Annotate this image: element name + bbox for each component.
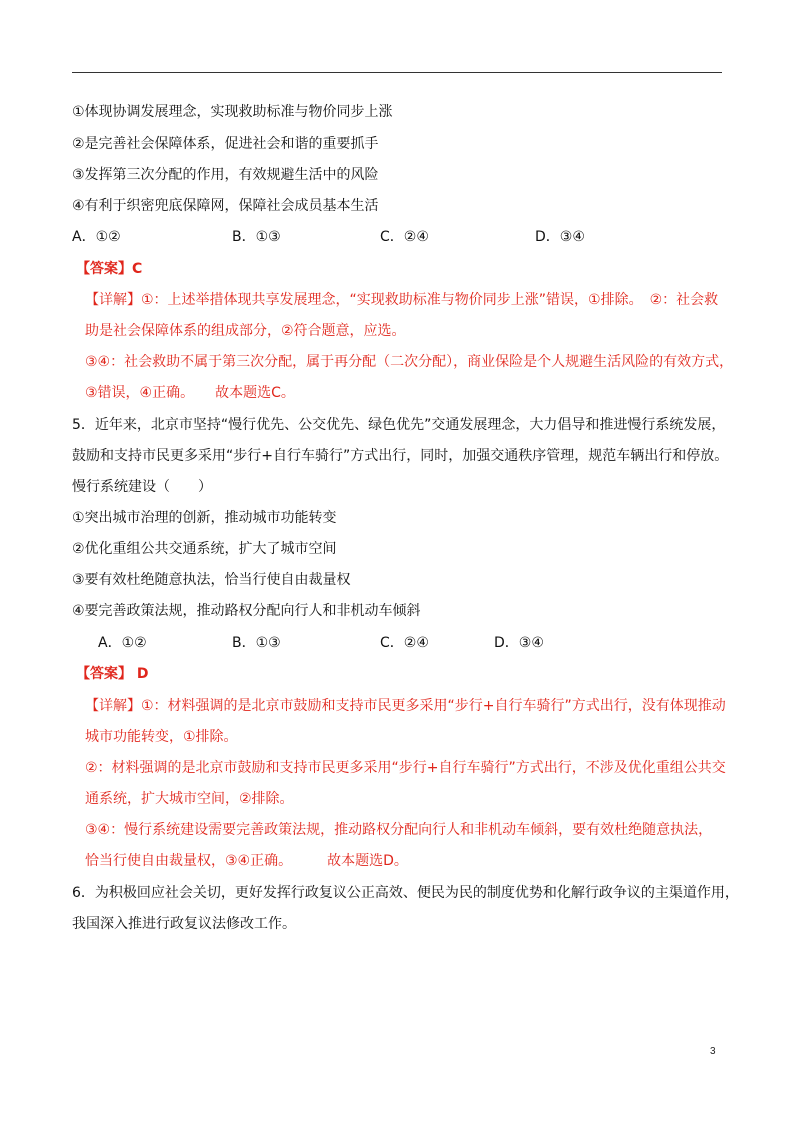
q5-answer: 【答案】 D <box>76 666 149 682</box>
q5-option-c: C．②④ <box>380 635 429 651</box>
q4-explanation-line-2: 助是社会保障体系的组成部分，②符合题意，应选。 <box>85 323 406 339</box>
q5-option-b: B．①③ <box>232 635 281 651</box>
q5-stem-line-1: 5．近年来，北京市坚持“慢行优先、公交优先、绿色优先”交通发展理念，大力倡导和推进慢行系统发展， <box>72 417 726 433</box>
q5-explanation-line-4: 通系统，扩大城市空间，②排除。 <box>85 791 294 807</box>
q4-explanation-line-4: ③错误，④正确。 故本题选C。 <box>85 385 295 401</box>
q5-statement-3: ③要有效杜绝随意执法，恰当行使自由裁量权 <box>72 572 351 588</box>
q4-explanation-line-3: ③④：社会救助不属于第三次分配，属于再分配（二次分配），商业保险是个人规避生活风险的有效方式， <box>85 354 734 370</box>
q6-stem-line-2: 我国深入推进行政复议法修改工作。 <box>72 916 296 932</box>
q5-statement-2: ②优化重组公共交通系统，扩大了城市空间 <box>72 541 337 557</box>
q5-option-a: A．①② <box>98 635 147 651</box>
q5-option-d: D．③④ <box>494 635 544 651</box>
q4-option-c: C．②④ <box>380 229 429 245</box>
q4-option-a: A．①② <box>72 229 121 245</box>
q5-explanation-line-6: 恰当行使自由裁量权，③④正确。 故本题选D。 <box>85 853 408 869</box>
q6-stem-line-1: 6．为积极回应社会关切，更好发挥行政复议公正高效、便民为民的制度优势和化解行政争议的主渠道作用， <box>72 885 739 901</box>
q5-explanation-line-1: 【详解】①：材料强调的是北京市鼓励和支持市民更多采用“步行+自行车骑行”方式出行，没有体现推动 <box>85 698 726 714</box>
q4-statement-1: ①体现协调发展理念，实现救助标准与物价同步上涨 <box>72 104 393 120</box>
q4-option-b: B．①③ <box>232 229 281 245</box>
header-rule <box>72 72 722 73</box>
q5-stem-line-3: 慢行系统建设（ ） <box>72 479 212 495</box>
q4-option-d: D．③④ <box>535 229 585 245</box>
q4-statement-4: ④有利于织密兜底保障网，保障社会成员基本生活 <box>72 198 379 214</box>
q5-explanation-line-3: ②：材料强调的是北京市鼓励和支持市民更多采用“步行+自行车骑行”方式出行，不涉及优化重组公共交 <box>85 760 726 776</box>
q5-statement-4: ④要完善政策法规，推动路权分配向行人和非机动车倾斜 <box>72 603 421 619</box>
q5-explanation-line-2: 城市功能转变，①排除。 <box>85 729 238 745</box>
q5-explanation-line-5: ③④：慢行系统建设需要完善政策法规，推动路权分配向行人和非机动车倾斜，要有效杜绝随意执法， <box>85 822 713 838</box>
q4-statement-2: ②是完善社会保障体系，促进社会和谐的重要抓手 <box>72 136 379 152</box>
q5-statement-1: ①突出城市治理的创新，推动城市功能转变 <box>72 510 337 526</box>
q4-explanation-line-1: 【详解】①：上述举措体现共享发展理念，“实现救助标准与物价同步上涨”错误，①排除。 ②：社会救 <box>85 292 719 308</box>
q5-stem-line-2: 鼓励和支持市民更多采用“步行+自行车骑行”方式出行，同时，加强交通秩序管理，规范车辆出行和停放。 <box>72 448 729 464</box>
page-number: 3 <box>710 1046 716 1057</box>
q4-statement-3: ③发挥第三次分配的作用，有效规避生活中的风险 <box>72 167 379 183</box>
q4-answer: 【答案】C <box>76 261 143 277</box>
